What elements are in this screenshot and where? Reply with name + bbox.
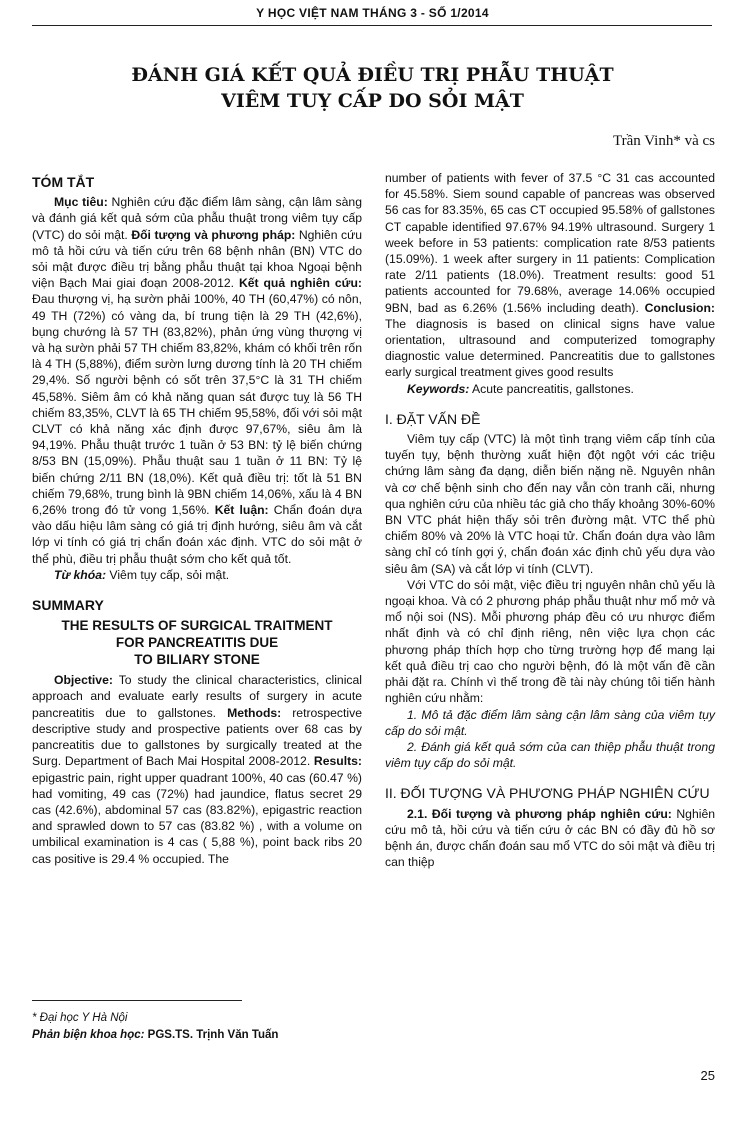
doi-tuong-text: Nghiên cứu mô tả hồi cứu và tiến cứu trên 68 bệnh nhân (BN) VTC do sỏi mật được điều trị bằng phẫu thuật tại khoa Ngoại bệnh viện Bạch Mai giai đoạn 2008-2012. [32,227,362,291]
summary-title-line-1: THE RESULTS OF SURGICAL TRAITMENT [61,618,333,634]
reviewer-name: PGS.TS. Trịnh Văn Tuấn [144,1029,279,1041]
aim-2: 2. Đánh giá kết quả sớm của can thiệp phẫu thuật trong viêm tụy cấp do sỏi mật. [385,739,715,771]
article-title [0,62,745,114]
reviewer-label: Phản biện khoa học: [32,1029,145,1041]
ket-qua-label: Kết quả nghiên cứu: [238,276,362,291]
methods-text: retrospective descriptive study and prospective patients over 68 cas by pancreatitis due to gallstones by surgically treated at the Surg. Department of Bach Mai Hospital 2008-2012. [32,705,362,769]
objective-label: Objective: [54,673,113,688]
tu-khoa-text: Viêm tụy cấp, sỏi mật. [106,567,230,582]
summary-paragraph-right [385,170,715,381]
tu-khoa-line [32,567,362,583]
summary-title-line-3: TO BILIARY STONE [134,652,260,668]
page-number: 25 [700,1068,715,1083]
ket-qua-text: Đau thượng vị, hạ sườn phải 100%, 40 TH (60,47%) có nôn, 49 TH (72%) có vàng da, bí trung tiện là 29 TH (42,6%), bụng chướng là 57 TH (83,82%), phản ứng vùng thượng vị và hạ sườn phải 57 TH chiếm 83,82%, khám có khối trên rốn là 4 TH (5,88%), điểm sườn lưng dương tính là 20 TH chiếm 29,4%. Số người bệnh có sốt trên 37,5°C là 31 TH chiếm 45,58%. Siêm âm có khả năng quan sát được tuỵ là 56 TH chiếm 83,35%, CLVT là 65 TH chiếm 95,58%, đối với sỏi mật CLVT có khả năng xác định được 97,67%, siêu âm là 94,19%. Phẫu thuật trước 1 tuần ở 53 BN: tỷ lệ biến chứng 8/53 BN (15,09%). Phẫu thuật sau 1 tuần ở 11 BN: Tỷ lệ biến chứng 2/11 BN (18,0%). Kết quả điều trị: tốt là 51 BN chiếm 79,68%, trung bình là 9BN chiếm 14,06%, xấu là 4 BN 6,26% trong đó tử vong 1,56%. [32,292,362,518]
section1-p1: Viêm tụy cấp (VTC) là một tình trạng viêm cấp tính của tuyến tụy, bệnh thường xuất hiện đột ngột với các triệu chứng lâm sàng đa dạng, diễn biến nặng nề. Nguyên nhân và cơ chế bệnh sinh cho đến nay vẫn còn tranh cãi, nhưng qua nghiên cứu của nhiều tác giả cho thấy khoảng 30%-60% BN VTC phát hiện thấy sỏi trên đường mật. VTC thể phù chiếm 80% và 20% là VTC hoại tử. Chẩn đoán dựa vào lâm sàng chỉ có tính gợi ý, chẩn đoán xác định chủ yếu dựa vào siêu âm (SA) và cắt lớp vi tính (CLVT). [385,432,715,576]
summary-title [32,617,362,668]
section2-p1 [385,806,715,871]
tu-khoa-label: Từ khóa: [54,567,107,582]
journal-header: Y HỌC VIỆT NAM THÁNG 3 - SỐ 1/2014 [256,6,489,20]
summary-paragraph-left [32,672,362,866]
keywords-text: Acute pancreatitis, gallstones. [469,381,634,396]
footnote [32,1010,362,1044]
header-rule [32,25,712,26]
right-column [385,170,715,870]
tomtat-heading: TÓM TẮT [32,174,95,190]
left-column [32,170,362,867]
section2-sub-label: 2.1. Đối tượng và phương pháp nghiên cứu: [407,806,672,821]
section2-heading: II. ĐỐI TƯỢNG VÀ PHƯƠNG PHÁP NGHIÊN CỨU [385,785,710,802]
conclusion-label: Conclusion: [644,300,715,315]
results-text-left: epigastric pain, right upper quadrant 100%, 40 cas (60.47 %) had vomiting, 49 cas (72%) had jaundice, flatus secret 29 cas (42.6%), abdominal 57 cas (83.82%), epigastric reaction and sprawled down to 57 cas (83.82 %) , with a volume on umbilical examination is 4 cas ( 5,88 %), point back ribs 20 cas positive is 29.4 % occupied. The [32,770,362,866]
objective-text: To study the clinical characteristics, clinical approach and evaluate early results of surgery in acute pancreatitis due to gallstones. [32,673,362,720]
conclusion-text: The diagnosis is based on clinical signs have value orientation, ultrasound and computerized tomography diagnostic value determined. Pancreatitis due to gallstones early surgical treatment gives good results [385,316,715,380]
summary-heading: SUMMARY [32,597,104,614]
keywords-line [385,381,715,397]
ket-luan-text: Chẩn đoán dựa vào dấu hiệu lâm sàng có giá trị định hướng, siêu âm và cắt lớp vi tính có giá trị chẩn đoán xác định. VTC do sỏi mật ở thể phù, điều trị phẫu thuật sớm cho kết quả tốt. [32,503,363,566]
muc-tieu-text: Nghiên cứu đặc điểm lâm sàng, cận lâm sàng và đánh giá kết quả sớm của phẫu thuật trong viêm tụy cấp (VTC) do sỏi mật. [32,195,362,242]
section1-heading: I. ĐẶT VẤN ĐỀ [385,410,481,427]
results-label: Results: [313,754,362,769]
affiliation: * Đại học Y Hà Nội [32,1012,128,1024]
footnote-rule [32,1000,242,1001]
ket-luan-label: Kết luận: [214,503,269,518]
author: Trần Vinh* và cs [612,133,715,149]
title-line-2: VIÊM TUỴ CẤP DO SỎI MẬT [221,90,524,112]
results-text-right: number of patients with fever of 37.5 °C 31 cas accounted for 45.58%. Siem sound capable of pancreas was observed 56 cas for 83.35%, 65 cas CT occupied 95.58% of gallstones CT capable identified 97.67% 94.19% ultrasound. Surgery 1 week before in 53 patients: complication rate 8/53 patients (15.09%). 1 week after surgery in 11 patients: Complication rate 2/11 patients (18.0%). Treatment results: good 51 patients accounted for 79.68%, average 14.06% occupied 9BN, bad as 6.26% (1.56% including death). [385,171,715,315]
muc-tieu-label: Mục tiêu: [54,195,108,210]
tomtat-paragraph [32,194,362,567]
aim-1: 1. Mô tả đặc điểm lâm sàng cận lâm sàng của viêm tụy cấp do sỏi mật. [385,707,715,738]
doi-tuong-label: Đối tượng và phương pháp: [131,227,296,242]
methods-label: Methods: [227,705,282,720]
keywords-label: Keywords: [407,381,470,396]
section1-p2: Với VTC do sỏi mật, việc điều trị nguyên nhân chủ yếu là ngoại khoa. Và có 2 phương pháp phẫu thuật như mổ mở và mổ nội soi (NS). Mỗi phương pháp đều có ưu nhược điểm nhất định và có chỉ định riêng, nên việc lựa chọn các phương pháp thích hợp cho từng trường hợp để mang lại kết quả điều trị cao cho người bệnh, đó là một vấn đề cần phải đặt ra. Chính vì thế trong đề tài này chúng tôi tiến hành nghiên cứu nhằm: [385,577,715,706]
reviewer-line [32,1027,362,1044]
summary-title-line-2: FOR PANCREATITIS DUE [115,635,279,651]
title-line-1: ĐÁNH GIÁ KẾT QUẢ ĐIỀU TRỊ PHẪU THUẬT [131,64,614,86]
section2-sub-text: Nghiên cứu mô tả, hồi cứu và tiến cứu ở các BN có đầy đủ hồ sơ bệnh án, được chẩn đoán sau mổ VTC do sỏi mật và điều trị can thiệp [385,806,715,870]
